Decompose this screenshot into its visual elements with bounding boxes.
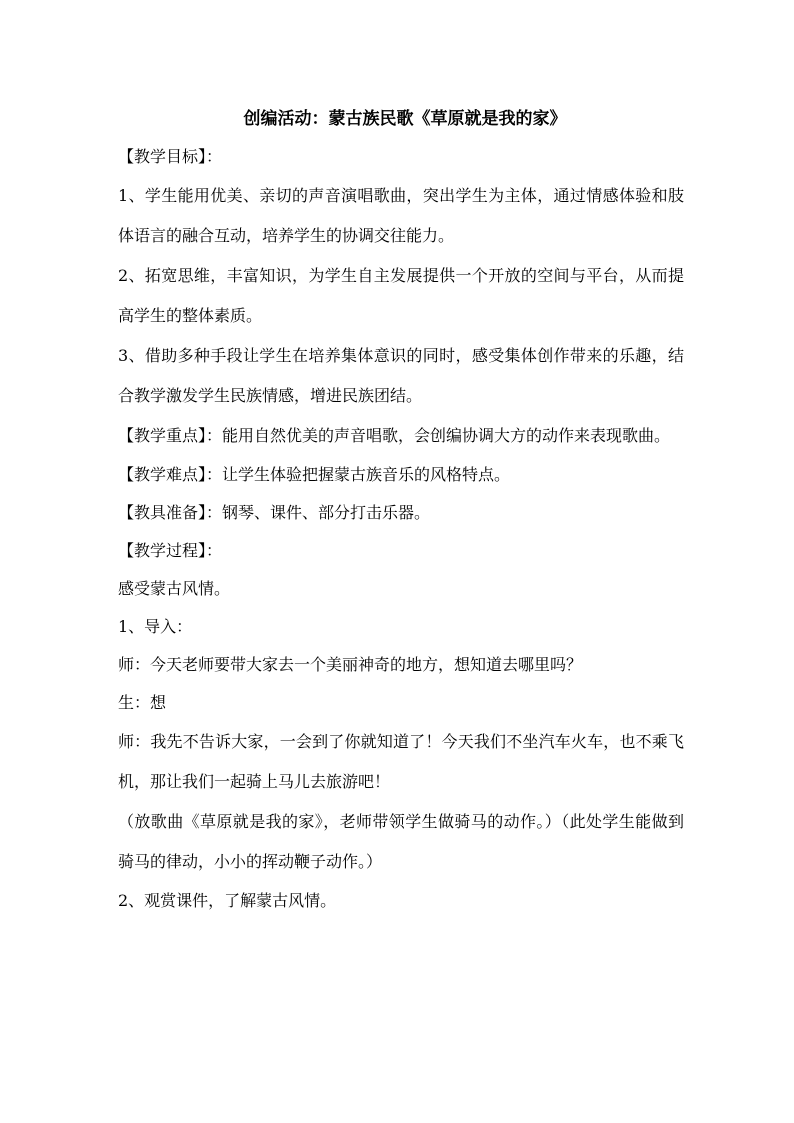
section-title: 感受蒙古风情。	[118, 579, 231, 598]
teacher-line-2: 师：我先不告诉大家，一会到了你就知道了！今天我们不坐汽车火车，也不乘飞机，那让我们一起骑上马儿去旅游吧！	[118, 732, 684, 791]
process-heading: 【教学过程】：	[118, 541, 223, 560]
objective-3: 3、借助多种手段让学生在培养集体意识的同时，感受集体创作带来的乐趣，结合教学激发学生民族情感，增进民族团结。	[118, 346, 684, 405]
stage-note: （放歌曲《草原就是我的家》，老师带领学生做骑马的动作。）（此处学生能做到骑马的律动，小小的挥动鞭子动作。）	[118, 812, 684, 871]
objective-1: 1、学生能用优美、亲切的声音演唱歌曲，突出学生为主体，通过情感体验和肢体语言的融合互动，培养学生的协调交往能力。	[118, 186, 684, 245]
document-page	[118, 100, 684, 920]
student-line-1: 生：想	[118, 693, 167, 712]
document-title: 创编活动：蒙古族民歌《草原就是我的家》	[243, 109, 567, 129]
objective-2: 2、拓宽思维，丰富知识，为学生自主发展提供一个开放的空间与平台，从而提高学生的整体素质。	[118, 266, 684, 325]
step-1: 1、导入：	[118, 617, 193, 636]
materials: 【教具准备】：钢琴、课件、部分打击乐器。	[118, 503, 431, 522]
teacher-line-1: 师：今天老师要带大家去一个美丽神奇的地方，想知道去哪里吗？	[118, 655, 583, 674]
difficulties: 【教学难点】：让学生体验把握蒙古族音乐的风格特点。	[118, 465, 511, 484]
step-2: 2、观赏课件，了解蒙古风情。	[118, 891, 337, 910]
key-points: 【教学重点】：能用自然优美的声音唱歌，会创编协调大方的动作来表现歌曲。	[118, 426, 671, 445]
objectives-heading: 【教学目标】：	[118, 147, 223, 166]
